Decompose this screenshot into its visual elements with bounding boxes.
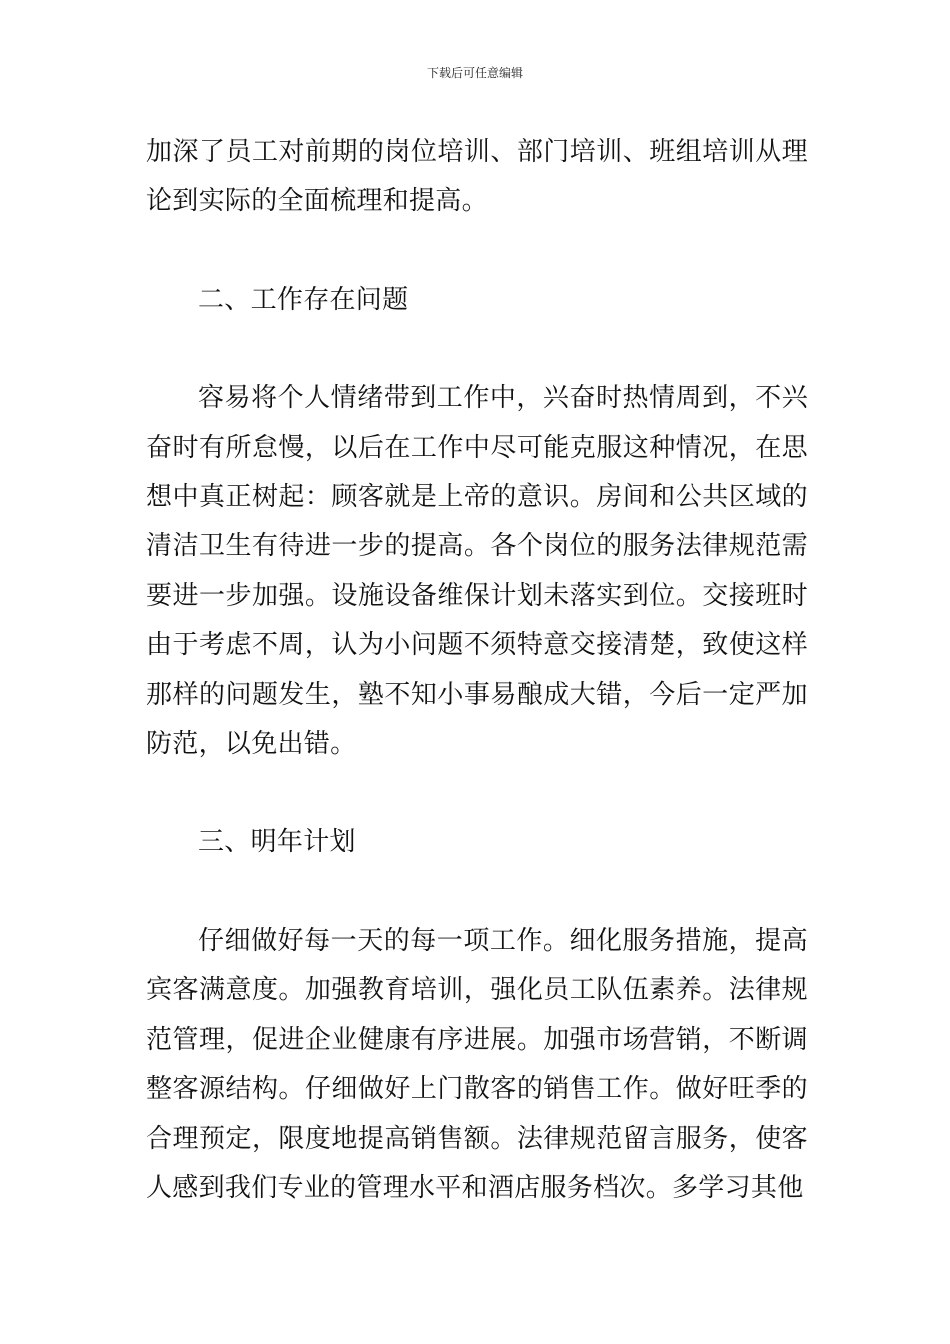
section-heading-problems: 二、工作存在问题 <box>198 284 409 315</box>
paragraph-problems: 容易将个人情绪带到工作中，兴奋时热情周到，不兴奋时有所怠慢，以后在工作中尽可能克服这种情况，在思想中真正树起：顾客就是上帝的意识。房间和公共区域的清洁卫生有待进一步的提高。各个岗位的服务法律规范需要进一步加强。设施设备维保计划未落实到位。交接班时由于考虑不周，认为小问题不须特意交接清楚，致使这样那样的问题发生，塾不知小事易酿成大错，今后一定严加防范，以免出错。 <box>146 383 808 760</box>
paragraph-training-summary: 加深了员工对前期的岗位培训、部门培训、班组培训从理论到实际的全面梳理和提高。 <box>146 137 808 217</box>
paragraph-plan: 仔细做好每一天的每一项工作。细化服务措施，提高宾客满意度。加强教育培训，强化员工队伍素养。法律规范管理，促进企业健康有序进展。加强市场营销，不断调整客源结构。仔细做好上门散客的销售工作。做好旺季的合理预定，限度地提高销售额。法律规范留言服务，使客人感到我们专业的管理水平和酒店服务档次。多学习其他 <box>146 925 808 1203</box>
page-header-note: 下载后可任意编辑 <box>426 66 523 80</box>
section-heading-plan: 三、明年计划 <box>198 827 356 858</box>
document-body <box>146 128 808 1213</box>
